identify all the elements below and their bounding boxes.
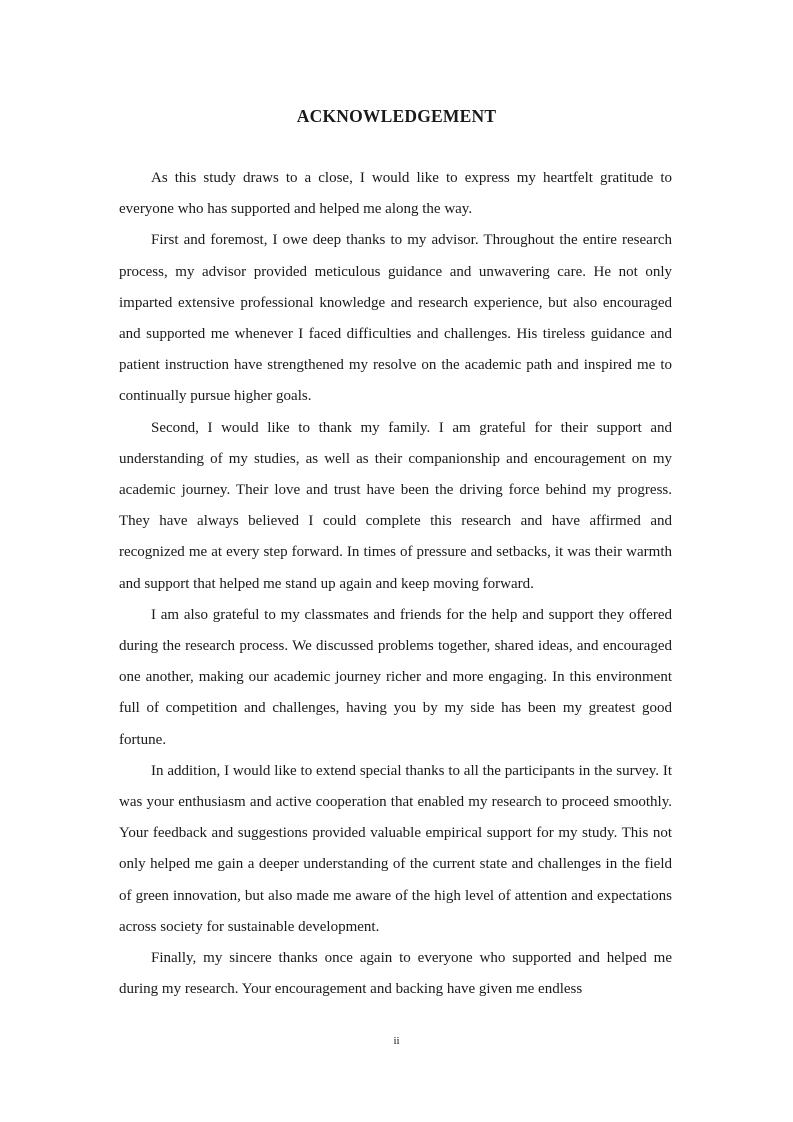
paragraph-advisor: First and foremost, I owe deep thanks to my advisor. Throughout the entire research process, my advisor provided meticulous guidance and unwavering care. He not only imparted extensive professional knowledge and research experience, but also encouraged and supported me whenever I faced difficulties and challenges. His tireless guidance and patient instruction have strengthened my resolve on the academic path and inspired me to continually pursue higher goals. (119, 232, 672, 405)
paragraph-closing-gratitude: As this study draws to a close, I would like to express my heartfelt gratitude to everyone who has supported and helped me along the way. (119, 170, 672, 218)
page-title: ACKNOWLEDGEMENT (296, 106, 497, 126)
paragraph-classmates: I am also grateful to my classmates and friends for the help and support they offered during the research process. We discussed problems together, shared ideas, and encouraged one another, making our academic journey richer and more engaging. In this environment full of competition and challenges, having you by my side has been my greatest good fortune. (119, 606, 672, 748)
page-number: ii (393, 1035, 400, 1047)
acknowledgement-body (119, 163, 672, 1005)
paragraph-survey-participants: In addition, I would like to extend special thanks to all the participants in the survey. It was your enthusiasm and active cooperation that enabled my research to proceed smoothly. Your feedback and suggestions provided valuable empirical support for my study. This not only helped me gain a deeper understanding of the current state and challenges in the field of green innovation, but also made me aware of the high level of attention and expectations across society for sustainable development. (119, 762, 672, 935)
paragraph-family: Second, I would like to thank my family. I am grateful for their support and understanding of my studies, as well as their companionship and encouragement on my academic journey. Their love and trust have been the driving force behind my progress. They have always believed I could complete this research and have affirmed and recognized me at every step forward. In times of pressure and setbacks, it was their warmth and support that helped me stand up again and keep moving forward. (119, 419, 672, 592)
paragraph-final-thanks: Finally, my sincere thanks once again to everyone who supported and helped me during my research. Your encouragement and backing have given me endless (119, 950, 672, 998)
